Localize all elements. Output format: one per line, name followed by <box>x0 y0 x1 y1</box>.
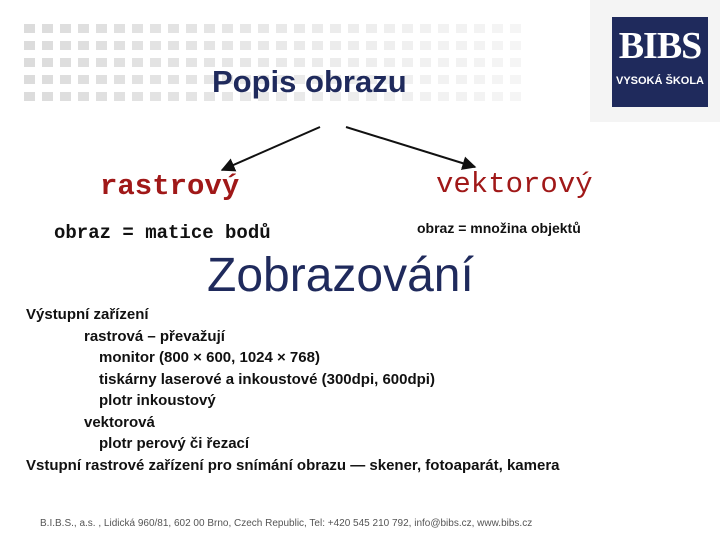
list-item: rastrová – převažují <box>84 327 225 345</box>
arrow-right <box>346 127 475 167</box>
list-item: Vstupní rastrové zařízení pro snímání obrazu — skener, fotoaparát, kamera <box>26 456 560 474</box>
logo-subtitle: VYSOKÁ ŠKOLA <box>615 75 704 87</box>
vector-definition: obraz = množina objektů <box>417 220 581 236</box>
arrow-left <box>222 127 320 170</box>
device-list <box>26 304 560 476</box>
raster-definition: obraz = matice bodů <box>54 222 271 244</box>
raster-label: rastrový <box>100 170 240 203</box>
footer-contact: B.I.B.S., a.s. , Lidická 960/81, 602 00 Brno, Czech Republic, Tel: +420 545 210 792, info@bibs.cz, www.bibs.cz <box>40 518 533 529</box>
vector-label: vektorový <box>436 168 593 201</box>
list-item: plotr inkoustový <box>99 392 216 409</box>
slide-title: Popis obrazu <box>212 64 407 99</box>
list-item: monitor (800 × 600, 1024 × 768) <box>99 349 320 366</box>
list-item: vektorová <box>84 413 155 431</box>
list-item: tiskárny laserové a inkoustové (300dpi, 600dpi) <box>99 370 435 388</box>
logo-text: BIBS <box>618 25 702 67</box>
list-item: Výstupní zařízení <box>26 306 149 323</box>
section-heading: Zobrazování <box>207 249 474 302</box>
list-item: plotr perový či řezací <box>99 435 250 452</box>
